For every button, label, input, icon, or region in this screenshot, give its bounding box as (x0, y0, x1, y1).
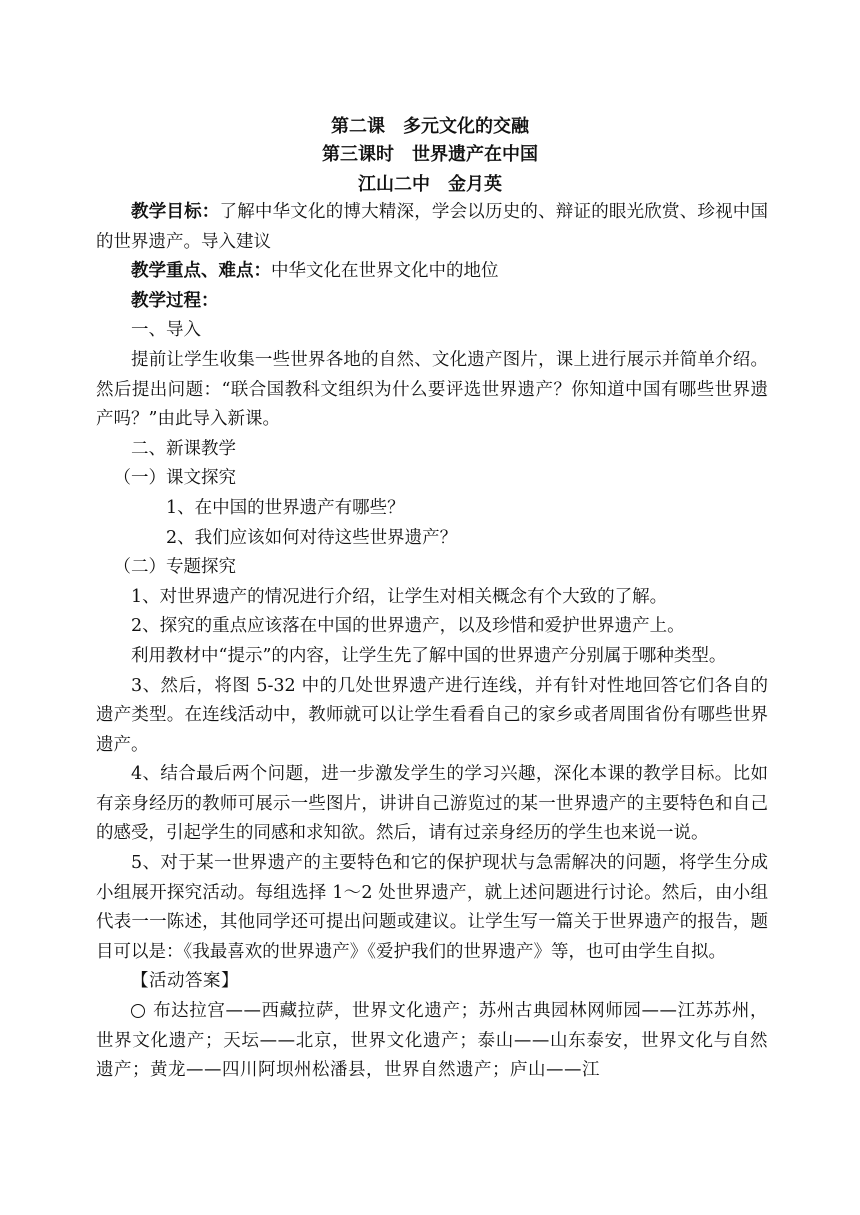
sub2-item: 2、探究的重点应该落在中国的世界遗产，以及珍惜和爱护世界遗产上。 (131, 616, 685, 637)
answers-text: 布达拉宫——西藏拉萨，世界文化遗产；苏州古典园林网师园——江苏苏州，世界文化遗产；天坛——北京，世界文化遗产；泰山——山东泰安，世界文化与自然遗产；黄龙——四川阿坝州松潘县，世界自然遗产；庐山——江 (96, 1001, 768, 1081)
objectives-text: 了解中华文化的博大精深，学会以历史的、辩证的眼光欣赏、珍视中国的世界遗产。导入建议 (96, 202, 768, 252)
key-points-text: 中华文化在世界文化中的地位 (271, 261, 499, 282)
sub1-question-2: 2、我们应该如何对待这些世界遗产？ (166, 527, 458, 548)
objectives-label: 教学目标： (131, 202, 220, 222)
key-points-paragraph (96, 257, 768, 287)
sub2-item: 1、对世界遗产的情况进行介绍，让学生对相关概念有个大致的了解。 (131, 586, 668, 607)
author-line: 江山二中 金月英 (358, 174, 502, 195)
section1-heading: 一、导入 (131, 320, 201, 341)
answers-heading: 【活动答案】 (131, 971, 239, 992)
sub1-question-1: 1、在中国的世界遗产有哪些？ (166, 497, 405, 518)
key-points-label: 教学重点、难点： (131, 261, 271, 282)
sub2-item: 4、结合最后两个问题，进一步激发学生的学习兴趣，深化本课的教学目标。比如有亲身经历的教师可展示一些图片，讲讲自己游览过的某一世界遗产的主要特色和自己的感受，引起学生的同感和求知欲。然后，请有过亲身经历的学生也来说一说。 (96, 764, 768, 844)
sub2-item: 3、然后，将图 5-32 中的几处世界遗产进行连线，并有针对性地回答它们各自的遗产类型。在连线活动中，教师就可以让学生看看自己的家乡或者周围省份有哪些世界遗产。 (96, 675, 768, 755)
lesson-subtitle: 第三课时 世界遗产在中国 (322, 144, 538, 165)
sub2-item: 5、对于某一世界遗产的主要特色和它的保护现状与急需解决的问题，将学生分成小组展开探究活动。每组选择 1～2 处世界遗产，就上述问题进行讨论。然后，由小组代表一一陈述，其他同学还可提出问题或建议。让学生写一篇关于世界遗产的报告，题目可以是：《我最喜欢的世界遗产》《爱护我们的世界遗产》等，也可由学生自拟。 (96, 853, 768, 962)
circle-bullet-icon (131, 1004, 145, 1018)
sub2-heading: （二）专题探究 (113, 557, 236, 578)
sub1-heading: （一）课文探究 (113, 468, 236, 489)
document-body (96, 198, 768, 1086)
section1-text: 提前让学生收集一些世界各地的自然、文化遗产图片，课上进行展示并简单介绍。然后提出问题：“联合国教科文组织为什么要评选世界遗产？你知道中国有哪些世界遗产吗？”由此导入新课。 (96, 349, 768, 430)
section2-heading: 二、新课教学 (131, 438, 236, 459)
process-label: 教学过程： (131, 290, 219, 311)
objectives-paragraph (96, 198, 768, 257)
answers-paragraph (96, 997, 768, 1086)
sub2-item: 利用教材中“提示”的内容，让学生先了解中国的世界遗产分别属于哪种类型。 (131, 645, 727, 666)
lesson-title: 第二课 多元文化的交融 (331, 116, 529, 137)
